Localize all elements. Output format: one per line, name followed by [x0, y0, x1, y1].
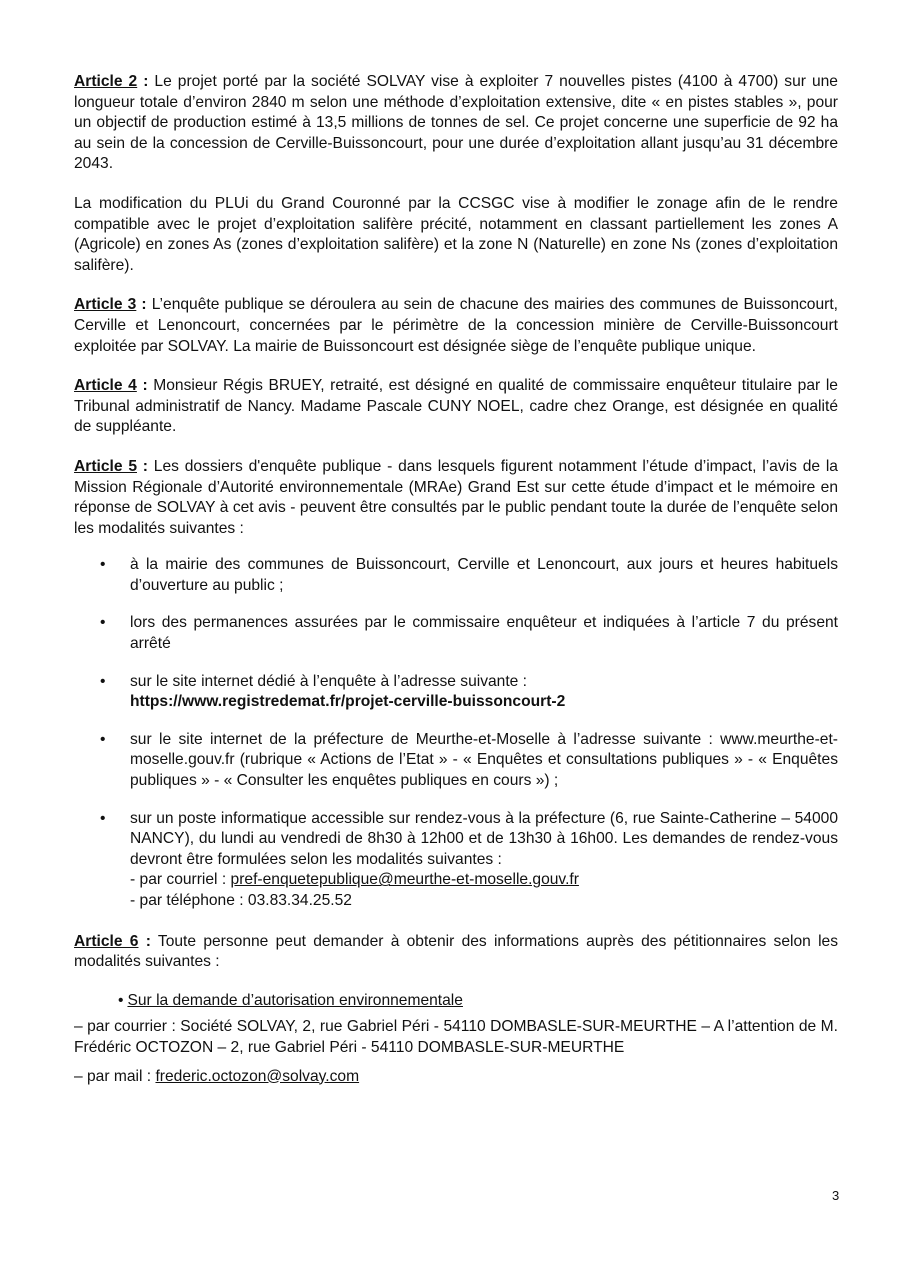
- article-3-colon: :: [136, 296, 147, 314]
- mail-prefix: – par mail :: [74, 1067, 156, 1085]
- consultation-list: [74, 555, 838, 911]
- article-2: [74, 72, 838, 175]
- paragraph-plui: La modification du PLUi du Grand Couronné par la CCSGC vise à modifier le zonage afin de le rendre compatible avec le projet d’exploitation salifère précité, notamment en classant partiellement les zones A (Agricole) en zones As (zones d’exploitation salifère) et la zone N (Naturelle) en zone Ns (zones d’exploitation salifère).: [74, 194, 838, 274]
- courriel-prefix: - par courriel :: [130, 871, 231, 889]
- article-2-label: Article 2: [74, 73, 138, 90]
- article-3-text: L’enquête publique se déroulera au sein de chacune des mairies des communes de Buissoncourt, Cerville et Lenoncourt, concernées par le périmètre de la concession minière de Cerville-Buissoncourt exploitée par SOLVAY. La mairie de Buissoncourt est désignée siège de l’enquête publique unique.: [74, 296, 838, 355]
- article-2-text: Le projet porté par la société SOLVAY vise à exploiter 7 nouvelles pistes (4100 à 4700) sur une longueur totale d’environ 2840 m selon une méthode d’exploitation extensive, dite « en pistes stables », pour un objectif de production estimé à 13,5 millions de tonnes de sel. Ce projet concerne une superficie de 92 ha au sein de la concession de Cerville-Buissoncourt, pour une durée d’exploitation allant jusqu’au 31 décembre 2043.: [74, 73, 838, 173]
- bullet-site-text: • sur le site internet dédié à l’enquête à l’adresse suivante :: [130, 672, 528, 690]
- bullet-mairie-text: à la mairie des communes de Buissoncourt, Cerville et Lenoncourt, aux jours et heures habituels d’ouverture au public ;: [130, 556, 838, 594]
- list-item: [74, 809, 838, 912]
- document-page: [74, 72, 838, 1095]
- page-number: 3: [832, 1188, 840, 1203]
- prefecture-email-link[interactable]: pref-enquetepublique@meurthe-et-moselle.gouv.fr: [230, 871, 579, 889]
- mail-line: [74, 1067, 838, 1088]
- article-5-colon: :: [137, 457, 148, 475]
- list-item: [74, 613, 838, 654]
- article-6: [74, 932, 838, 973]
- article-3: [74, 295, 838, 357]
- article-4-colon: :: [136, 377, 148, 395]
- article-6-text: Toute personne peut demander à obtenir des informations auprès des pétitionnaires selon les modalités suivantes :: [74, 932, 839, 971]
- list-item: [74, 672, 838, 713]
- article-5-text: Les dossiers d'enquête publique - dans lesquels figurent notamment l’étude d’impact, l’avis de la Mission Régionale d’Autorité environnementale (MRAe) Grand Est sur cette étude d’impact et le mémoire en réponse de SOLVAY à cet avis - peuvent être consultés par le public pendant toute la durée de l’enquête selon les modalités suivantes :: [74, 457, 838, 537]
- bullet-dot-icon: •: [118, 991, 124, 1009]
- courriel-line: [130, 870, 838, 891]
- registre-url-link[interactable]: https://www.registredemat.fr/projet-cerville-buissoncourt-2: [130, 693, 566, 711]
- article-3-label: Article 3: [74, 296, 137, 314]
- article-6-colon: :: [138, 932, 151, 950]
- bullet-poste-text: sur un poste informatique accessible sur rendez-vous à la préfecture (6, rue Sainte-Catherine – 54000 NANCY), du lundi au vendredi de 8h30 à 12h00 et de 13h30 à 16h00. Les demandes de rendez-vous devront être formulées selon les modalités suivantes :: [130, 809, 838, 868]
- article-5-label: Article 5: [74, 457, 137, 475]
- article-4-text: Monsieur Régis BRUEY, retraité, est désigné en qualité de commissaire enquêteur titulaire par le Tribunal administratif de Nancy. Madame Pascale CUNY NOEL, cadre chez Orange, est désignée en qualité de suppléante.: [74, 377, 838, 436]
- telephone-line: - par téléphone : 03.83.34.25.52: [130, 892, 352, 909]
- list-item: [74, 555, 838, 596]
- sub-bullet-text: Sur la demande d’autorisation environnementale: [127, 991, 463, 1009]
- bullet-permanences-text: lors des permanences assurées par le commissaire enquêteur et indiquées à l’article 7 du présent arrêté: [130, 614, 838, 653]
- solvay-email-link[interactable]: frederic.octozon@solvay.com: [155, 1067, 360, 1085]
- article-2-colon: :: [137, 73, 149, 90]
- article-5: [74, 457, 838, 539]
- list-item: [74, 730, 838, 792]
- article-6-label: Article 6: [74, 932, 139, 950]
- courrier-line: – par courrier : Société SOLVAY, 2, rue Gabriel Péri - 54110 DOMBASLE-SUR-MEURTHE – A l’attention de M. Frédéric OCTOZON – 2, rue Gabriel Péri - 54110 DOMBASLE-SUR-MEURTHE: [74, 1018, 838, 1056]
- article-4: [74, 376, 838, 438]
- sub-bullet: [118, 991, 838, 1012]
- bullet-prefecture-site-text: sur le site internet de la préfecture de Meurthe-et-Moselle à l’adresse suivante : www.meurthe-et-moselle.gouv.fr (rubrique « Actions de l’Etat » - « Enquêtes et consultations publiques » - « Enquêtes publiques » - « Consulter les enquêtes publiques en cours ») ;: [130, 730, 838, 790]
- article-4-label: Article 4: [74, 377, 137, 395]
